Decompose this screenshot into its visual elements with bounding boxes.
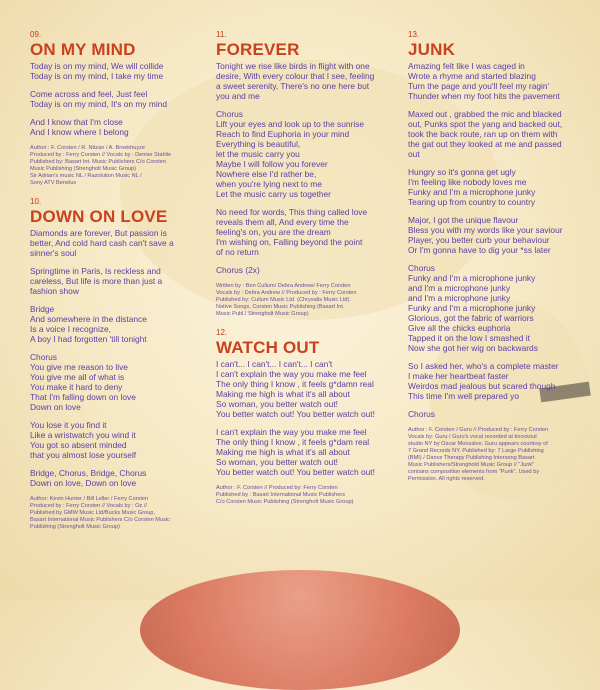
credits	[216, 485, 396, 506]
track-number: 13.	[408, 30, 420, 39]
stanza	[216, 109, 396, 199]
credit-line: Author : F. Corsten // Produced by: Ferry Corsten	[216, 485, 338, 491]
credit-line: Author: Kevin Hunter / Bill Leller / Ferry Corsten	[30, 496, 149, 502]
track-number: 09.	[30, 30, 42, 39]
credit-line: Published by : Basart International Music Publishers	[216, 492, 346, 498]
lyric-line: I'm wishing on, Falling beyond the point	[216, 237, 363, 247]
lyric-line: You better watch out! You better watch out!	[216, 467, 375, 477]
stanza	[30, 61, 210, 81]
lyric-line: and I'm a microphone junky	[408, 283, 511, 293]
lyric-line: when you're lying next to me	[216, 179, 322, 189]
song-title: ON MY MIND	[30, 40, 136, 59]
stanza	[30, 228, 210, 258]
lyric-line: Turn the page and you'll feel my ragin'	[408, 81, 550, 91]
lyric-line: Hungry so it's gonna get ugly	[408, 167, 516, 177]
stanza	[30, 352, 210, 412]
credits	[30, 145, 210, 187]
song-title: FOREVER	[216, 40, 300, 59]
credit-line: studio NY by Oscar Monsalve. Guru appears courtesy of	[408, 441, 548, 447]
lyric-line: You give me reason to live	[30, 362, 128, 372]
stanza	[30, 420, 210, 460]
lyric-line: This time I'm well prepared yo	[408, 391, 519, 401]
song-13	[408, 30, 588, 483]
credit-line: Published by: Basart Int. Music Publishers C/o Corsten	[30, 159, 166, 165]
lyric-line: Tonight we rise like birds in flight with one	[216, 61, 370, 71]
lyric-line: Today is on my mind, We will collide	[30, 61, 164, 71]
stanza	[216, 359, 396, 419]
song-09	[30, 30, 210, 187]
lyric-line: of no return	[216, 247, 259, 257]
lyric-line: fashion show	[30, 286, 79, 296]
lyric-line: And I know where I belong	[30, 127, 129, 137]
stanza	[408, 215, 588, 255]
credit-line: Author : F. Corsten / Guru // Produced by : Ferry Corsten	[408, 427, 549, 433]
credit-line: Produced by : Ferry Corsten // Vocals by : Denise Stahlie	[30, 152, 172, 158]
lyric-line: Funky and I'm a microphone junky	[408, 303, 536, 313]
track-number: 12.	[216, 328, 228, 337]
stanza	[216, 427, 396, 477]
lyric-line: You better watch out! You better watch out!	[216, 409, 375, 419]
stanza	[216, 207, 396, 257]
lyric-line: Is a voice I recognize,	[30, 324, 111, 334]
column-right	[408, 30, 588, 493]
lyric-line: And somewhere in the distance	[30, 314, 147, 324]
stanza	[408, 61, 588, 101]
lyric-line: Major, I got the unique flavour	[408, 215, 519, 225]
lyric-line: a sweet serenity, There's no one here but	[216, 81, 370, 91]
lyric-line: Tearing up from country to country	[408, 197, 536, 207]
lyric-line: So I asked her, who's a complete master	[408, 361, 559, 371]
lyric-line: Come across and feel, Just feel	[30, 89, 148, 99]
lyric-line: Springtime in Paris, Is reckless and	[30, 266, 161, 276]
lyric-line: A boy I had forgotten 'till tonight	[30, 334, 147, 344]
column-left	[30, 30, 210, 541]
lyric-line: sinner's soul	[30, 248, 77, 258]
stanza	[408, 409, 588, 419]
credit-line: Published by: Cullum Music Ltd. (Chrysalis Music Ltd).	[216, 297, 351, 303]
lyric-line: Let the music carry us together	[216, 189, 331, 199]
credit-line: Vocals by: Guru / Guru's vocal recorded at knockout	[408, 434, 537, 440]
lyric-line: Tapped it on the low I smashed it	[408, 333, 530, 343]
lyric-line: Maybe I will follow you forever	[216, 159, 328, 169]
lyric-line: No need for words, This thing called love	[216, 207, 368, 217]
lyric-line: Lift your eyes and look up to the sunrise	[216, 119, 365, 129]
lyric-line: Funky and I'm a microphone junky	[408, 273, 536, 283]
stanza	[30, 89, 210, 109]
lyric-line: And I know that I'm close	[30, 117, 123, 127]
credit-line: 7 Grand Records NY. Published by: 7 Large Publishing	[408, 448, 544, 454]
lyric-line: I can't... I can't... I can't... I can't	[216, 359, 333, 369]
lyric-line: You make it hard to deny	[30, 382, 123, 392]
credit-line: Music Publ./ Strengholt Music Group)	[216, 311, 309, 317]
credit-line: Music Publishing (Strengholt Music Group)	[30, 166, 137, 172]
lyric-line: Bless you with my words like your saviour	[408, 225, 563, 235]
lyric-line: Everything is beautiful,	[216, 139, 301, 149]
lyric-line: Diamonds are forever, But passion is	[30, 228, 167, 238]
lyric-line: took the back route, ran up on them with	[408, 129, 558, 139]
credit-line: Publishing (Strengholt Music Group)	[30, 524, 120, 530]
credit-line: C/o Corsten Music Publishing (Strengholt Music Group)	[216, 499, 354, 505]
credit-line: Permission. All rights reserved.	[408, 476, 485, 482]
track-number: 10.	[30, 197, 42, 206]
credit-line: Basart International Music Publishers C/o Corsten Music	[30, 517, 170, 523]
lyric-line: You got so absent minded	[30, 440, 127, 450]
stanza	[408, 361, 588, 401]
song-11	[216, 30, 396, 318]
lyric-line: That I'm falling down on love	[30, 392, 136, 402]
song-10	[30, 197, 210, 531]
credit-line: (BMI) / Dance Therapy Publishing Intersong Basart	[408, 455, 535, 461]
lyric-line: and I'm a microphone junky	[408, 293, 511, 303]
lyric-line: Nowhere else I'd rather be,	[216, 169, 317, 179]
lyric-line: Chorus	[408, 409, 435, 419]
lyric-line: I make her heartbeat faster	[408, 371, 509, 381]
lyric-line: The only thing I know , it feels g*damn real	[216, 379, 374, 389]
lyric-line: I can't explain the way you make me feel	[216, 369, 367, 379]
stanza	[408, 263, 588, 353]
stanza	[30, 468, 210, 488]
lyric-line: desire, With every colour that I see, feeling	[216, 71, 375, 81]
credit-line: Produced by : Ferry Corsten // Vocals by : Oz //	[30, 503, 147, 509]
stanza	[408, 109, 588, 159]
lyric-line: feeling's on, you are the dream	[216, 227, 331, 237]
song-title: WATCH OUT	[216, 338, 320, 357]
lyric-line: Chorus	[408, 263, 435, 273]
lyric-line: Weirdos mad jealous but scared though	[408, 381, 556, 391]
lyric-line: that you almost lose yourself	[30, 450, 137, 460]
credits	[30, 496, 210, 531]
credit-line: Sir Adrian's music NL / Razolution Music NL /	[30, 173, 142, 179]
credit-line: Sony ATV Benelux	[30, 180, 77, 186]
lyric-line: Maxed out , grabbed the mic and blacked	[408, 109, 562, 119]
lyric-line: the gat out they looked at me and passed	[408, 139, 562, 149]
lyric-line: Making me high is what it's all about	[216, 389, 350, 399]
lyric-line: Today is on my mind, It's on my mind	[30, 99, 168, 109]
lyric-line: you and me	[216, 91, 260, 101]
lyric-line: Making me high is what it's all about	[216, 447, 350, 457]
lyric-line: Or I'm gonna have to dig your *ss later	[408, 245, 551, 255]
lyric-line: So woman, you better watch out!	[216, 399, 338, 409]
lyric-line: You give me all of what is	[30, 372, 125, 382]
lyric-line: Bridge, Chorus, Bridge, Chorus	[30, 468, 147, 478]
song-12	[216, 328, 396, 506]
lyric-line: reveals them all, And every time the	[216, 217, 349, 227]
credits	[408, 427, 588, 483]
lyric-line: Give all the chicks euphoria	[408, 323, 511, 333]
credit-line: Author : F. Corsten / R. Nitzan / A. Broekhuyze	[30, 145, 146, 151]
stanza	[216, 61, 396, 101]
lyric-line: Thunder when my foot hits the pavement	[408, 91, 560, 101]
lyric-line: Amazing felt like I was caged in	[408, 61, 525, 71]
lyric-line: Reach to find Euphoria in your mind	[216, 129, 350, 139]
stanza	[216, 265, 396, 275]
lyric-line: out, Punks spot the yang and backed out,	[408, 119, 563, 129]
lyric-line: Chorus	[216, 109, 243, 119]
red-circle-graphic	[140, 570, 460, 690]
song-title: JUNK	[408, 40, 456, 59]
credit-line: contains composition elements from "Punk". Used by	[408, 469, 540, 475]
lyric-line: Today is on my mind, I take my time	[30, 71, 164, 81]
column-middle	[216, 30, 396, 516]
track-number: 11.	[216, 30, 227, 39]
song-title: DOWN ON LOVE	[30, 207, 168, 226]
lyric-line: Funky and I'm a microphone junky	[408, 187, 536, 197]
lyric-line: Like a wristwatch you wind it	[30, 430, 136, 440]
lyric-line: better, And cold hard cash can't save a	[30, 238, 174, 248]
lyric-line: Wrote a rhyme and started blazing	[408, 71, 536, 81]
lyric-line: out	[408, 149, 420, 159]
credit-line: Music Publishers/Strenghold Music Group // "Junk"	[408, 462, 535, 468]
stanza	[30, 266, 210, 296]
lyric-line: Down on love, Down on love	[30, 478, 137, 488]
credits	[216, 283, 396, 318]
lyric-line: Bridge	[30, 304, 55, 314]
stanza	[30, 117, 210, 137]
credit-line: Native Songs, Corsten Music Publishing (Basart Int.	[216, 304, 345, 310]
lyric-line: I'm feeling like nobody loves me	[408, 177, 527, 187]
credit-line: Published by GMW Music Ltd/Bucks Music Group,	[30, 510, 155, 516]
lyric-line: let the music carry you	[216, 149, 300, 159]
lyric-line: I can't explain the way you make me feel	[216, 427, 367, 437]
credit-line: Written by : Ben Cullum/ Debra Andrew/ Ferry Corsten	[216, 283, 351, 289]
lyric-line: You lose it you find it	[30, 420, 107, 430]
stanza	[30, 304, 210, 344]
lyric-line: careless, But life is more than just a	[30, 276, 163, 286]
lyric-line: Now she got her wig on backwards	[408, 343, 538, 353]
lyric-line: Chorus	[30, 352, 57, 362]
lyric-line: Player, you better curb your behaviour	[408, 235, 550, 245]
lyric-line: The only thing I know , it feels g*dam real	[216, 437, 370, 447]
credit-line: Vocals by : Debra Andrew // Produced by : Ferry Corsten	[216, 290, 357, 296]
lyric-line: Glorious, got the fabric of warriors	[408, 313, 534, 323]
lyric-line: Chorus (2x)	[216, 265, 260, 275]
lyric-line: So woman, you better watch out!	[216, 457, 338, 467]
lyric-line: Down on love	[30, 402, 81, 412]
stanza	[408, 167, 588, 207]
